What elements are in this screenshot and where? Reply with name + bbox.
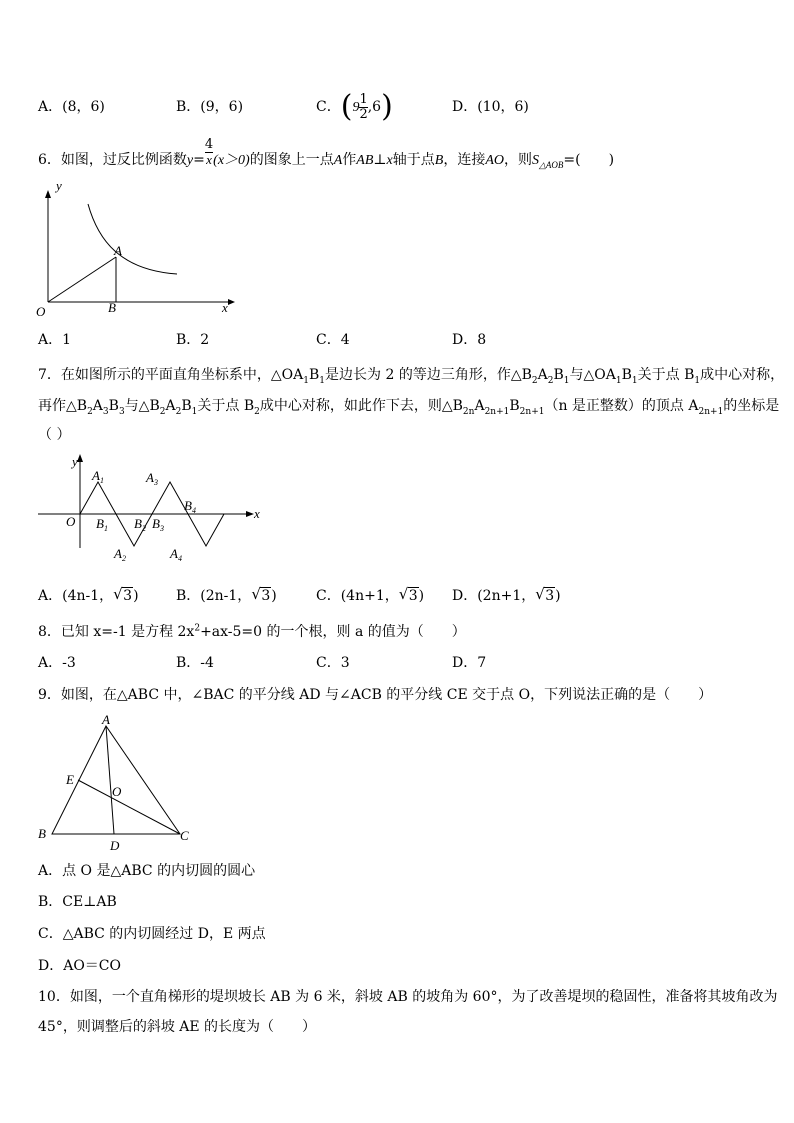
q7-label-a3: $A_3$ xyxy=(146,470,158,487)
q7-option-d xyxy=(452,587,561,605)
q6-label-x: x xyxy=(222,300,228,315)
q6-text-mid: 的图象上一点 xyxy=(249,152,334,168)
q7-option-c xyxy=(316,587,424,605)
q8-stem-sup: 2 xyxy=(194,623,201,634)
q6-text-mid3: 轴于点 xyxy=(392,152,435,168)
q7-option-b-pre: B．(2n-1， xyxy=(176,588,252,604)
q5-option-c: C．(9 $\frac{1}{2}$ ,6) xyxy=(316,89,393,124)
q7-label-y: y xyxy=(72,454,78,469)
q9-label-b: B xyxy=(38,826,46,841)
q7-option-b-rad: 3 xyxy=(261,588,271,604)
q7-option-b-post: ) xyxy=(271,588,277,604)
q7-l1-h: 关于点 B xyxy=(637,367,695,383)
q7-option-c-pre: C．(4n+1， xyxy=(316,588,399,604)
q6-text-mid5: ，则 xyxy=(504,152,532,168)
q7-label-b2: $B_2$ xyxy=(134,516,146,533)
q6-axis-x: x xyxy=(386,153,393,168)
q8-stem-pre: 8．已知 x=-1 是方程 2x xyxy=(38,624,195,640)
q7-option-d-post: ) xyxy=(555,588,561,604)
q7-option-b xyxy=(176,587,277,605)
q9-stem: 9．如图，在△ABC 中，∠BAC 的平分线 AD 与∠ACB 的平分线 CE 交于点 O，下列说法正确的是（ ） xyxy=(38,687,713,703)
q7-option-a-pre: A．(4n-1， xyxy=(38,588,114,604)
q9-segment-ce xyxy=(78,780,180,834)
q7-y-arrow-icon xyxy=(77,454,83,462)
q7-label-b3: $B_3$ xyxy=(152,516,164,533)
q9-segment-ad xyxy=(106,726,114,834)
q7-option-b-sqrt xyxy=(251,587,271,605)
q7-l1-c: 是边长为 2 的等边三角形，作△B xyxy=(325,367,532,383)
q7-x-arrow-icon xyxy=(246,511,254,517)
q7-figure xyxy=(34,450,270,568)
q6-cond: (x＞0) xyxy=(213,153,250,168)
q6-segment-ao xyxy=(48,257,116,302)
q7-option-d-pre: D．(2n+1， xyxy=(452,588,536,604)
q7-l2-d: 与△B xyxy=(124,398,160,414)
q7-label-b4: $B_4$ xyxy=(184,498,196,515)
q8-option-a: A．-3 xyxy=(38,655,76,671)
q7-stem-line2: 再作$\triangle B_2A_3B_3$与$\triangle B_2A_2B_1$关于点 $B_2$成中心对称，如此作下去，则$\triangle B_{2n}A_{2n+1}B_{2n+1}(n$ 是正整数）的顶点 $A_{2n+1}$的坐标是 xyxy=(38,398,780,417)
q5-option-c-tail: ,6 xyxy=(367,99,382,115)
q8-option-d: D．7 xyxy=(452,655,487,671)
q7-option-d-rad: 3 xyxy=(545,588,555,604)
q8-stem-post: +ax-5=0 的一个根，则 a 的值为（ ） xyxy=(200,624,466,640)
q6-num: 4 xyxy=(204,136,214,152)
q5-option-c-den: 2 xyxy=(359,106,368,122)
q7-option-c-rad: 3 xyxy=(408,588,418,604)
q9-label-c: C xyxy=(180,828,189,843)
q5-option-c-prefix: C． xyxy=(316,99,341,115)
q9-option-d: D．AO＝CO xyxy=(38,958,122,974)
q6-label-b: B xyxy=(108,300,116,315)
q7-l2-e: A xyxy=(165,398,176,414)
q7-label-b1: $B_1$ xyxy=(96,516,108,533)
q6-eq: = xyxy=(193,152,205,168)
q6-text-mid4: ，连接 xyxy=(443,152,486,168)
q7-l1-i: 成中心对称， xyxy=(700,367,785,383)
q7-l2-c: B xyxy=(108,398,119,414)
q6-perp: ⊥ xyxy=(373,152,387,168)
q7-l2-i: A xyxy=(474,398,485,414)
q9-label-e: E xyxy=(66,772,74,787)
q6-tail: =( ) xyxy=(563,152,615,168)
q6-x-arrow-icon xyxy=(228,299,235,305)
q6-func-y: y xyxy=(186,153,194,168)
q7-l1-d: A xyxy=(537,367,548,383)
q7-l1-e: B xyxy=(553,367,564,383)
q6-ao: AO xyxy=(485,153,504,168)
q7-l2-h: 成中心对称，如此作下去，则△B xyxy=(259,398,463,414)
q9-label-o: O xyxy=(112,784,122,799)
q7-l2-l: 的坐标是 xyxy=(723,398,780,414)
q7-option-a-sqrt xyxy=(113,587,133,605)
q7-l1-g: B xyxy=(621,367,632,383)
q7-label-x: x xyxy=(254,506,260,521)
q6-figure xyxy=(30,178,240,320)
q7-option-a xyxy=(38,587,139,605)
q7-stem-line1: 7．在如图所示的平面直角坐标系中，$\triangle OA_1B_1$是边长为 2 的等边三角形，作$\triangle B_2A_2B_1$与$\triangle OA_1B_1$关于点 $B_1$成中心对称， xyxy=(38,367,785,386)
q6-option-a: A．1 xyxy=(38,332,72,348)
q6-stem xyxy=(38,136,615,171)
q6-option-c: C．4 xyxy=(316,332,350,348)
q7-l2-b: A xyxy=(92,398,103,414)
q6-label-a: A xyxy=(114,243,122,258)
q5-option-d: D．(10，6) xyxy=(452,99,529,115)
q9-figure xyxy=(30,710,200,852)
q9-option-a: A．点 O 是△ABC 的内切圆的圆心 xyxy=(38,863,256,879)
q9-label-d: D xyxy=(110,838,120,852)
q6-pt-b: B xyxy=(434,153,444,168)
q7-option-c-sqrt xyxy=(399,587,419,605)
q5-option-c-whole: 9 xyxy=(352,100,360,115)
q7-l2-k: （n 是正整数）的顶点 A xyxy=(544,398,699,414)
q10-stem-line2: 45°，则调整后的斜坡 AE 的长度为（ ） xyxy=(38,1019,317,1035)
q6-y-arrow-icon xyxy=(45,190,51,198)
q7-option-a-post: ) xyxy=(133,588,139,604)
q9-option-b: B．CE⊥AB xyxy=(38,894,117,910)
q7-option-c-post: ) xyxy=(418,588,425,604)
q7-option-d-sqrt xyxy=(535,587,555,605)
q6-label-y: y xyxy=(56,178,62,193)
q9-label-a: A xyxy=(102,712,110,727)
q7-stem-line3: （ ） xyxy=(38,427,71,443)
q7-label-a1: $A_1$ xyxy=(92,468,104,485)
q7-l1-f: 与△OA xyxy=(569,367,616,383)
q7-label-a2: $A_2$ xyxy=(114,546,126,563)
q6-s: S xyxy=(532,153,539,168)
q7-option-a-rad: 3 xyxy=(123,588,133,604)
q6-label-o: O xyxy=(36,304,46,319)
q5-option-b: B．(9，6) xyxy=(176,99,244,115)
q7-l2-f: B xyxy=(181,398,192,414)
q7-l2-g: 关于点 B xyxy=(197,398,255,414)
q7-l2-j: B xyxy=(509,398,520,414)
q6-ab: AB xyxy=(356,153,374,168)
q6-stem-prefix: 6．如图，过反比例函数 xyxy=(38,152,187,168)
q6-pt-a: A xyxy=(333,153,343,168)
q7-l1-a: 7．在如图所示的平面直角坐标系中，△OA xyxy=(38,367,304,383)
q5-option-c-num: 1 xyxy=(359,91,368,107)
q6-fraction xyxy=(205,138,213,167)
q7-l1-b: B xyxy=(309,367,320,383)
q6-option-b: B．2 xyxy=(176,332,210,348)
q7-l2-a: 再作△B xyxy=(38,398,88,414)
q8-option-b: B．-4 xyxy=(176,655,214,671)
q7-label-a4: $A_4$ xyxy=(170,546,182,563)
q9-option-c: C．△ABC 的内切圆经过 D，E 两点 xyxy=(38,926,266,942)
q7-label-o: O xyxy=(66,514,76,529)
q8-stem xyxy=(38,623,466,641)
q6-hyperbola xyxy=(88,204,177,274)
q6-den: x xyxy=(206,151,212,167)
q10-stem-line1: 10．如图，一个直角梯形的堤坝坡长 AB 为 6 米，斜坡 AB 的坡角为 60°，为了改善堤坝的稳固性，准备将其坡角改为 xyxy=(38,989,778,1005)
q8-option-c: C．3 xyxy=(316,655,350,671)
q5-option-a: A．(8，6) xyxy=(38,99,105,115)
q5-option-c-fraction xyxy=(359,93,367,122)
q6-text-mid2: 作 xyxy=(342,152,357,168)
q6-option-d: D．8 xyxy=(452,332,487,348)
q6-s-sub: △AOB xyxy=(539,159,564,170)
